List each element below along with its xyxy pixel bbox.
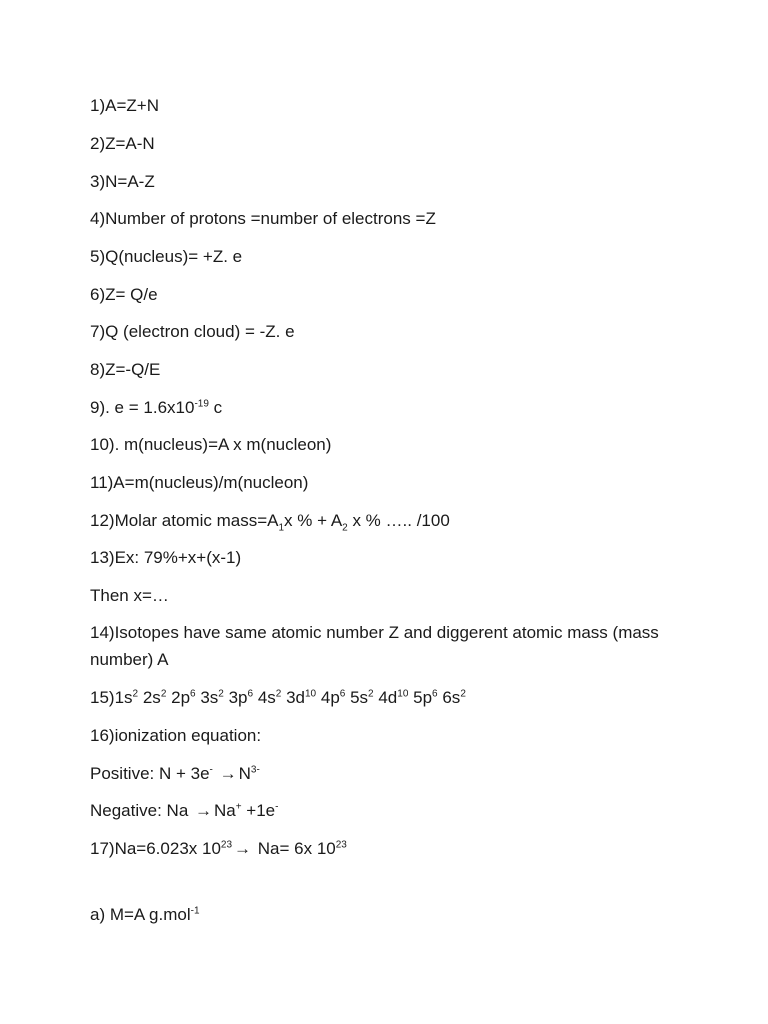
- orbital-term: [171, 688, 195, 707]
- orbital-label: 3d: [286, 688, 305, 707]
- orbital-label: 4s: [257, 688, 276, 707]
- formula-line-9: [90, 397, 222, 419]
- line-12-subscript-1: 1: [278, 522, 285, 534]
- orbital-electron-count: 2: [460, 688, 466, 700]
- formula-line-5: 5)Q(nucleus)= +Z. e: [90, 247, 243, 266]
- orbital-label: 5p: [413, 688, 433, 707]
- orbital-electron-count: 2: [218, 688, 224, 700]
- line-19-text-b: Na: [214, 801, 236, 820]
- formula-line-3: 3)N=A-Z: [90, 172, 155, 191]
- orbital-term: [350, 688, 374, 707]
- orbital-electron-count: 2: [132, 688, 139, 700]
- formula-line-10: 10). m(nucleus)=A x m(nucleon): [90, 435, 332, 454]
- orbital-term: [143, 688, 167, 707]
- orbital-term: [115, 688, 139, 707]
- right-arrow-icon: →: [195, 801, 212, 820]
- orbital-list: [115, 688, 466, 707]
- orbital-electron-count: 2: [160, 688, 167, 700]
- orbital-term: [258, 688, 282, 707]
- formula-line-6: 6)Z= Q/e: [90, 285, 158, 304]
- formula-line-7: 7)Q (electron cloud) = -Z. e: [90, 322, 295, 341]
- orbital-label: 6s: [442, 688, 461, 707]
- orbital-term: [442, 688, 466, 707]
- formula-line-17: 16)ionization equation:: [90, 726, 262, 745]
- line-20-superscript-2: 23: [335, 839, 347, 851]
- line-20-superscript-1: 23: [220, 839, 233, 851]
- line-12-text-b: x % + A: [284, 511, 343, 530]
- formula-line-12: [90, 510, 450, 532]
- orbital-label: 1s: [114, 688, 133, 707]
- electron-configuration-line: [90, 687, 466, 709]
- line-9-unit: c: [208, 398, 223, 417]
- line-19-superscript-1: +: [235, 801, 242, 813]
- formula-line-8: 8)Z=-Q/E: [90, 360, 161, 379]
- orbital-electron-count: 6: [190, 688, 196, 700]
- formula-line-14: Then x=…: [90, 586, 169, 605]
- orbital-term: [378, 688, 408, 707]
- formula-line-20: [90, 838, 347, 860]
- line-12-subscript-2: 2: [342, 522, 348, 534]
- line-12-text-c: x % ….. /100: [347, 511, 450, 530]
- orbital-term: [286, 688, 316, 707]
- orbital-electron-count: 6: [432, 688, 438, 700]
- orbital-label: 3s: [200, 688, 219, 707]
- line-18-text-b: N: [238, 764, 251, 783]
- orbital-electron-count: 6: [247, 688, 254, 700]
- formula-line-13: 13)Ex: 79%+x+(x-1): [90, 548, 242, 567]
- orbital-term: [229, 688, 253, 707]
- line-21-superscript-1: -1: [190, 905, 200, 917]
- orbital-label: 4p: [320, 688, 340, 707]
- formula-line-2: 2)Z=A-N: [90, 134, 155, 153]
- right-arrow-icon: →: [219, 764, 237, 783]
- line-20-text-b: Na= 6x 10: [253, 839, 336, 858]
- line-18-text-a: Positive: N + 3e: [90, 764, 210, 783]
- orbital-electron-count: 10: [397, 688, 409, 700]
- orbital-label: 2s: [142, 688, 161, 707]
- orbital-label: 3p: [228, 688, 248, 707]
- line-9-text: 9). e = 1.6x10: [90, 398, 195, 417]
- formula-line-1: 1)A=Z+N: [90, 96, 159, 115]
- formula-line-21: [90, 904, 200, 926]
- orbital-electron-count: 10: [305, 688, 317, 700]
- formula-line-11: 11)A=m(nucleus)/m(nucleon): [90, 473, 309, 492]
- orbital-electron-count: 6: [339, 688, 346, 700]
- line-21-text-a: a) M=A g.mol: [90, 905, 191, 924]
- formula-line-19: [90, 800, 278, 822]
- orbital-term: [321, 688, 345, 707]
- orbital-label: 2p: [171, 688, 191, 707]
- line-20-text-a: 17)Na=6.023x 10: [90, 839, 221, 858]
- orbital-electron-count: 2: [275, 688, 282, 700]
- line-16-prefix: 15): [90, 688, 115, 707]
- orbital-electron-count: 2: [368, 688, 374, 700]
- orbital-term: [200, 688, 224, 707]
- orbital-label: 5s: [350, 688, 369, 707]
- orbital-term: [413, 688, 437, 707]
- formula-line-18: [90, 763, 260, 785]
- line-19-text-a: Negative: Na: [90, 801, 193, 820]
- line-12-text-a: 12)Molar atomic mass=A: [90, 511, 279, 530]
- line-19-text-c: +1e: [241, 801, 276, 820]
- line-18-superscript-2: 3-: [250, 764, 260, 776]
- orbital-label: 4d: [378, 688, 398, 707]
- formula-line-15: 14)Isotopes have same atomic number Z and diggerent atomic mass (mass number) A: [90, 623, 659, 669]
- formula-line-4: 4)Number of protons =number of electrons =Z: [90, 209, 436, 228]
- line-9-exponent: -19: [194, 398, 209, 410]
- right-arrow-icon: →: [234, 839, 252, 858]
- line-19-superscript-2: -: [275, 801, 279, 813]
- line-18-superscript-1: -: [209, 764, 213, 776]
